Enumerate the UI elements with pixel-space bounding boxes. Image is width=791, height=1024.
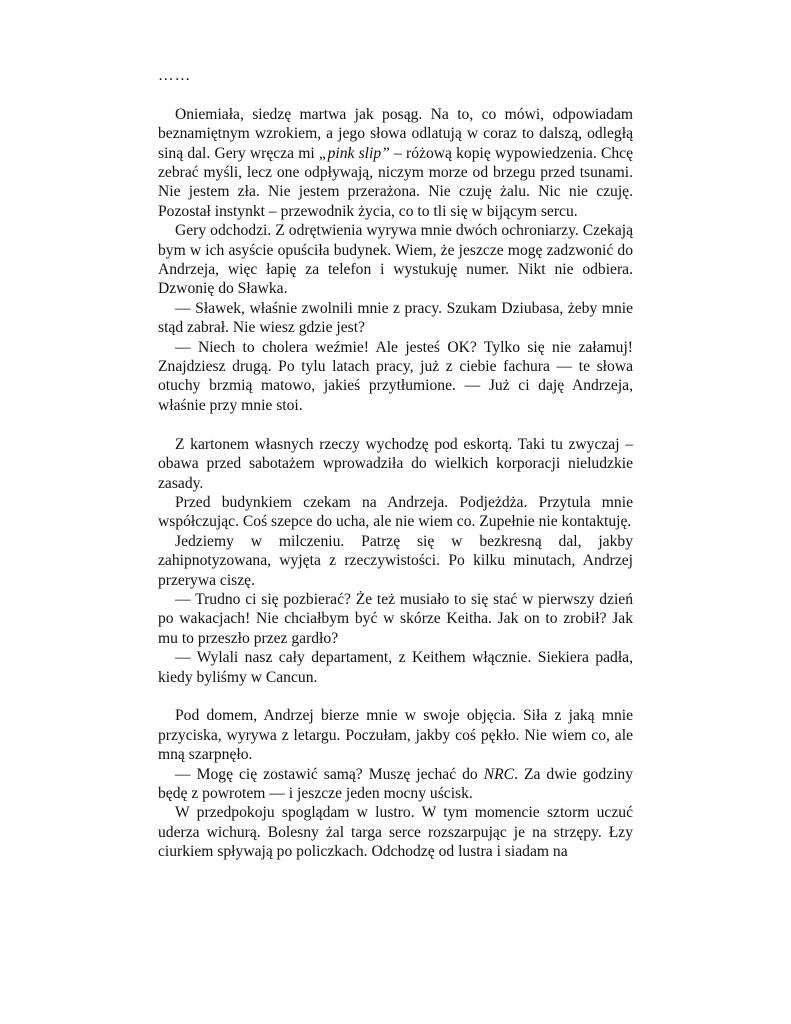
paragraph bbox=[158, 338, 633, 416]
italic-run: NRC bbox=[483, 765, 515, 783]
body-text bbox=[158, 105, 633, 862]
paragraph bbox=[158, 435, 633, 493]
text-run: — Wylali nasz cały departament, z Keithem włącznie. Siekiera padła, kiedy byliśmy w Cancun. bbox=[158, 649, 633, 686]
text-run: W przedpokoju spoglądam w lustro. W tym momencie sztorm uczuć uderza wichurą. Bolesny żal targa serce rozszarpując je na strzępy. Łzy ciurkiem spływają po policzkach. Odchodzę od lustra i siadam na bbox=[158, 804, 633, 861]
text-run: — Niech to cholera weźmie! Ale jesteś OK? Tylko się nie załamuj! Znajdziesz drugą. Po tylu latach pracy, już z ciebie fachura — te słowa otuchy brzmią matowo, jakieś przytłumione. — Już ci daję Andrzeja, właśnie przy mnie stoi. bbox=[158, 338, 633, 414]
paragraph bbox=[158, 648, 633, 687]
paragraph bbox=[158, 493, 633, 532]
paragraph bbox=[158, 105, 633, 221]
document-page bbox=[158, 66, 633, 862]
paragraph bbox=[158, 706, 633, 764]
text-run: – różową kopię wypowiedzenia. Chcę zebrać myśli, lecz one odpływają, niczym morze od brzegu przed tsunami. Nie jestem zła. Nie jestem przerażona. Nie czuję żalu. Nic nie czuję. Pozostał instynkt – przewodnik życia, co to tli się w bijącym sercu. bbox=[158, 144, 633, 220]
text-run: Z kartonem własnych rzeczy wychodzę pod eskortą. Taki tu zwyczaj – obawa przed sabotażem wprowadziła do wielkich korporacji nieludzkie zasady. bbox=[158, 435, 633, 492]
text-run: — Trudno ci się pozbierać? Że też musiało to się stać w pierwszy dzień po wakacjach! Nie chciałbym być w skórze Keitha. Jak on to zrobił? Jak mu to przeszło przez gardło? bbox=[158, 590, 633, 647]
paragraph bbox=[158, 532, 633, 590]
italic-run: „pink slip” bbox=[318, 144, 390, 162]
text-run: Pod domem, Andrzej bierze mnie w swoje objęcia. Siła z jaką mnie przyciska, wyrywa z letargu. Poczułam, jakby coś pękło. Nie wiem co, ale mną szarpnęło. bbox=[158, 707, 633, 764]
text-run: . Za dwie godziny będę z powrotem — i jeszcze jeden mocny uścisk. bbox=[158, 765, 633, 802]
text-run: Gery odchodzi. Z odrętwienia wyrywa mnie dwóch ochroniarzy. Czekają bym w ich asyście opuściła budynek. Wiem, że jeszcze mogę zadzwonić do Andrzeja, więc łapię za telefon i wystukuję numer. Nikt nie odbiera. Dzwonię do Sławka. bbox=[158, 222, 633, 298]
section-gap bbox=[158, 415, 633, 434]
paragraph bbox=[158, 221, 633, 299]
ellipsis-marker: …… bbox=[158, 67, 192, 84]
paragraph bbox=[158, 803, 633, 861]
text-run: Oniemiała, siedzę martwa jak posąg. Na to, co mówi, odpowiadam beznamiętnym wzrokiem, a jego słowa odlatują w coraz to dalszą, odległą siną dal. Gery wręcza mi bbox=[158, 105, 633, 162]
text-run: — Sławek, właśnie zwolnili mnie z pracy. Szukam Dziubasa, żeby mnie stąd zabrał. Nie wiesz gdzie jest? bbox=[158, 299, 633, 337]
paragraph bbox=[158, 765, 633, 804]
paragraph bbox=[158, 299, 633, 338]
paragraph bbox=[158, 590, 633, 648]
section-gap bbox=[158, 687, 633, 706]
text-run: Jedziemy w milczeniu. Patrzę się w bezkresną dal, jakby zahipnotyzowana, wyjęta z rzeczywistości. Po kilku minutach, Andrzej przerywa ciszę. bbox=[158, 532, 633, 589]
text-run: Przed budynkiem czekam na Andrzeja. Podjeżdża. Przytula mnie współczując. Coś szepce do ucha, ale nie wiem co. Zupełnie nie kontaktuję. bbox=[158, 493, 633, 531]
text-run: — Mogę cię zostawić samą? Muszę jechać do bbox=[175, 765, 484, 783]
